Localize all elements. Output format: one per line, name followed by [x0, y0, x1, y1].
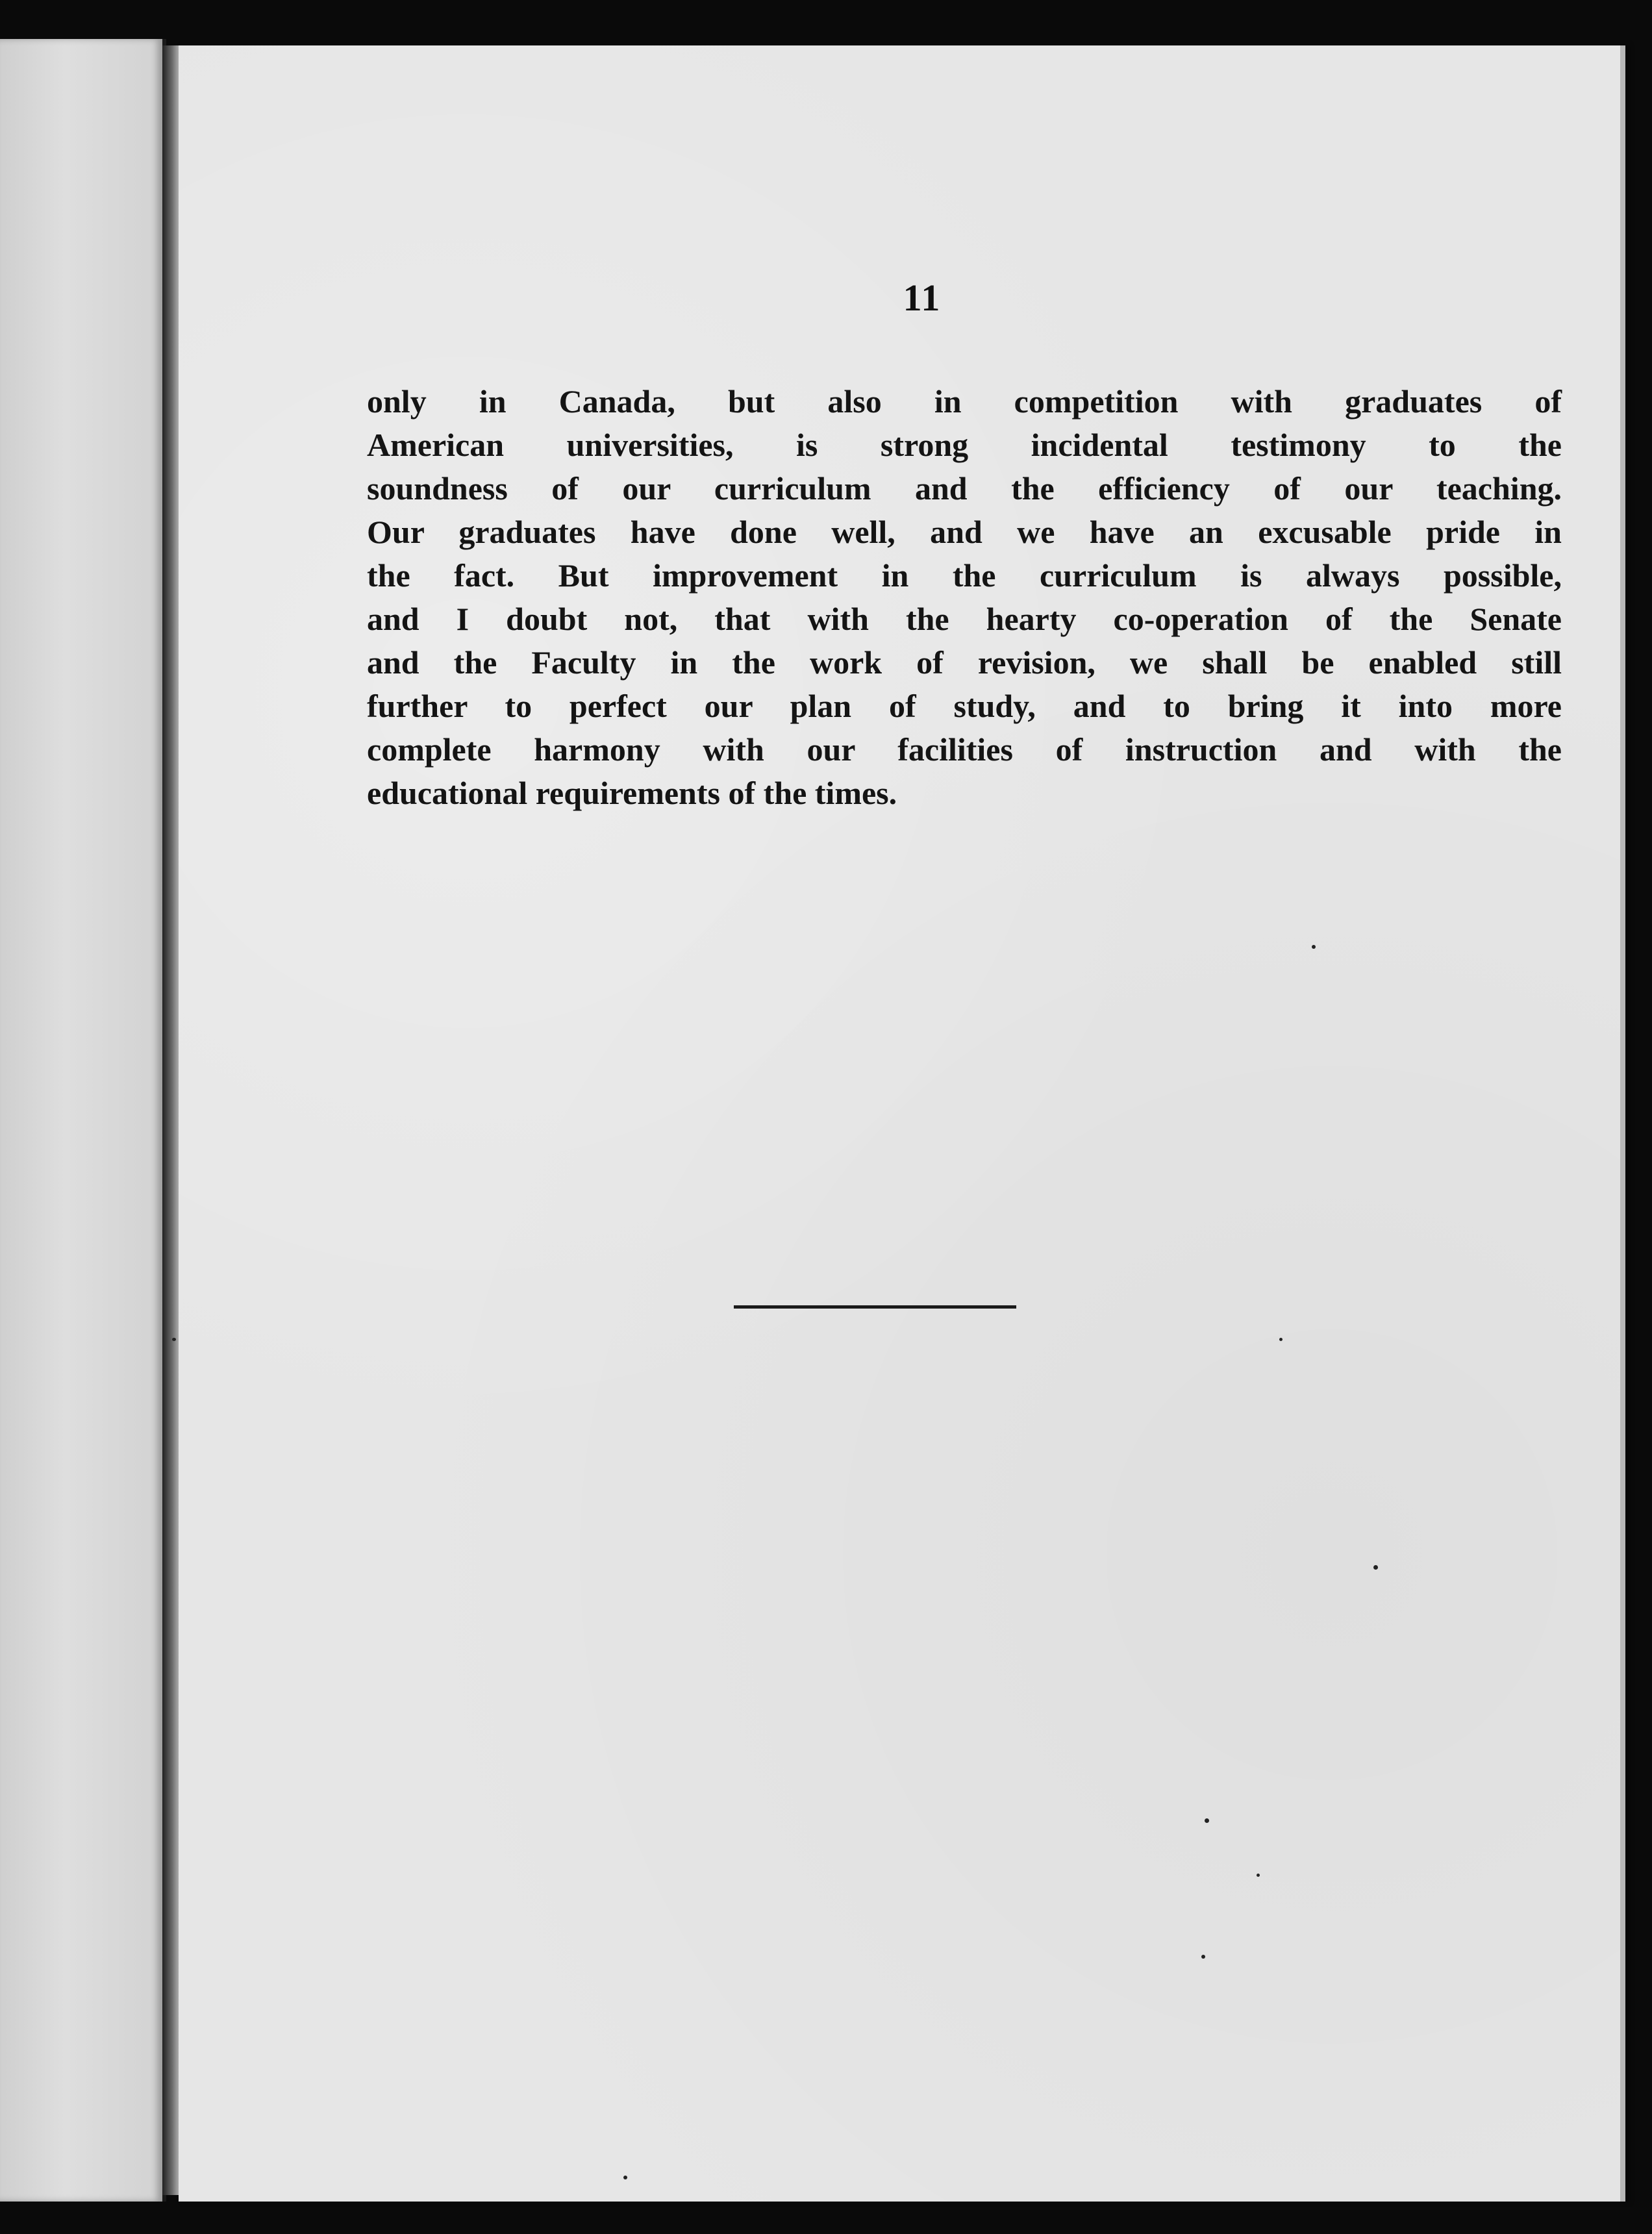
text-line: only in Canada, but also in competition with graduates of [367, 383, 1562, 420]
text-line: complete harmony with our facilities of instruction and with the [367, 731, 1562, 768]
text-line: Our graduates have done well, and we have an excusable pride in [367, 514, 1562, 550]
document-page [179, 45, 1625, 2202]
text-line: and the Faculty in the work of revision, we shall be enabled still [367, 644, 1562, 681]
scan-speck [1205, 1818, 1209, 1823]
scan-speck [623, 2176, 627, 2179]
text-line: educational requirements of the times. [367, 775, 897, 811]
body-paragraph [367, 380, 1562, 815]
scan-speck [1257, 1874, 1260, 1877]
scan-speck [1373, 1565, 1378, 1570]
scan-speck [1201, 1955, 1205, 1959]
section-rule [734, 1305, 1016, 1309]
text-line: the fact. But improvement in the curriculum is always possible, [367, 557, 1562, 594]
scan-speck [1279, 1338, 1283, 1341]
page-number: 11 [903, 277, 942, 319]
text-line: further to perfect our plan of study, and to bring it into more [367, 688, 1562, 724]
text-line: and I doubt not, that with the hearty co-operation of the Senate [367, 601, 1562, 637]
scan-speck [1312, 945, 1316, 949]
text-line: American universities, is strong incidental testimony to the [367, 427, 1562, 463]
text-line: soundness of our curriculum and the efficiency of our teaching. [367, 470, 1562, 507]
scan-speck [172, 1338, 176, 1341]
facing-page-edge [0, 39, 166, 2202]
